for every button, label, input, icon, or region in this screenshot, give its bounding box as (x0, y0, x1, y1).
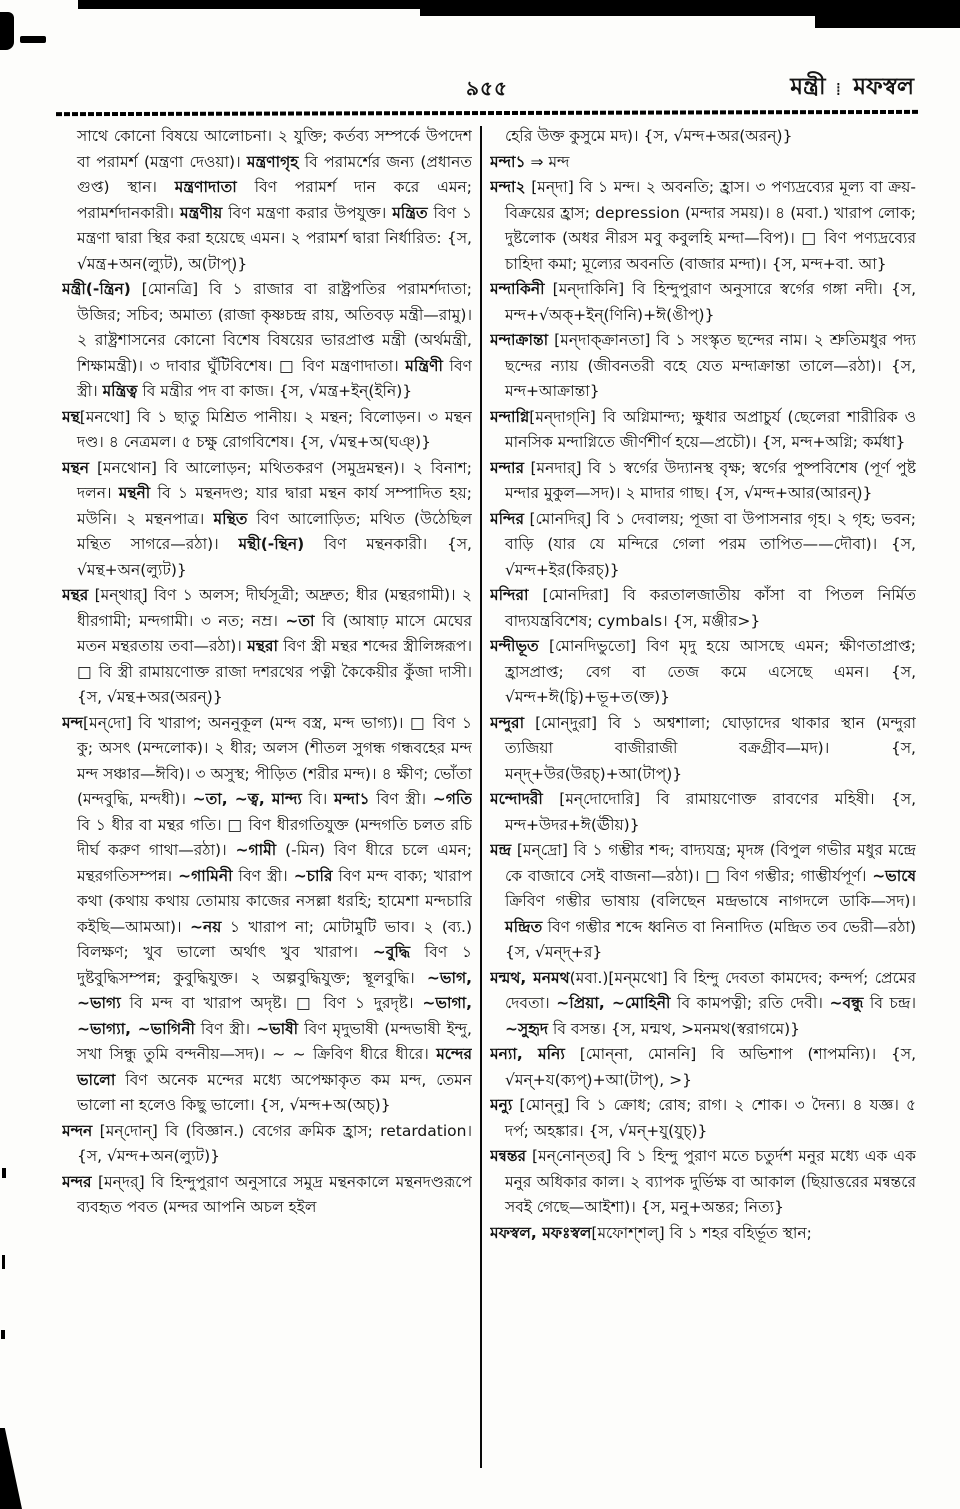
running-head-separator: ⁞ (835, 79, 844, 100)
headword: মন্দর (62, 1172, 92, 1191)
entry-text: বিণ মন্ত্রণা করার উপযুক্ত। (222, 203, 393, 222)
headword: মন্যু (490, 1096, 513, 1114)
headword: মন্দাক্রান্তা (490, 331, 549, 349)
entry-text: বিণ ১ মন্ত্রণা দ্বারা স্থির করা হয়েছে এমন। ২ পরামর্শ দ্বারা নির্ধারিত: {স, √মন্ত্র+অন(ল্যুট), অ(টাপ্)} (77, 203, 472, 273)
scan-artifact-left-dash (20, 36, 46, 43)
dictionary-entry (490, 507, 916, 584)
dictionary-entry (490, 405, 916, 456)
dictionary-entry (490, 456, 916, 507)
scan-speck (2, 1255, 5, 1269)
left-column (62, 124, 472, 1501)
entry-text: [মফোশ্‌শল্] বি ১ শহর বহির্ভূত স্থান; (591, 1223, 812, 1242)
scan-artifact-bottom-left-blob (0, 1428, 22, 1509)
entry-text: ১ খারাপ না; মোটামুটি ভাব। ২ (ব্য.) বিলক্ষণ; খুব ভালো অর্থাৎ খুব খারাপ। (77, 917, 472, 961)
entry-text: [মন্‌দো] বি খারাপ; অননুকূল (মন্দ বস্ত্র, মন্দ ভাগ্য)। □ বিণ ১ কু; অসৎ (মন্দলোক)। ২ ধীর; অলস (শীতল সুগন্ধ গন্ধবহের মন্দ মন্দ সঞ্চার—ঈবি)। ৩ অসুস্থ; পীড়িত (শরীর মন্দ)। ৪ ক্ষীণ; ভোঁতা (মন্দবুদ্ধি, মন্দধী)। (77, 713, 472, 808)
entry-continuation (490, 124, 916, 150)
headword: মন্থিত (213, 509, 248, 528)
entry-text: [মনথোন] বি আলোড়ন; মথিতকরণ (সমুদ্রমন্থন)। ২ বিনাশ; দলন। (77, 458, 472, 502)
scan-artifact-top-right (815, 12, 960, 28)
headword: ~ভাষে (872, 866, 916, 885)
dictionary-entry (62, 456, 472, 584)
headword: মন্থর (62, 586, 89, 604)
headword: মন্বন্তর (490, 1147, 527, 1165)
dictionary-entry (62, 583, 472, 711)
headword: ~তা, ~ত্ব, মান্দ্য (192, 790, 302, 808)
entry-text: বি। (301, 790, 334, 808)
headword: ~গামিনী (178, 866, 233, 885)
headword: ~গতি (432, 790, 472, 808)
headword: মন্দীভূত (490, 637, 539, 655)
headword: মন্দাগ্নি (490, 407, 530, 426)
entry-text: বিণ স্ত্রী। (369, 790, 433, 808)
entry-text: [মন্‌দাকিনি] বি হিন্দুপুরাণ অনুসারে স্বর্গের গঙ্গা নদী। {স, মন্দ+√অক্+ইন্(ণিনি)+ঈ(ঙীপ্)} (505, 280, 916, 324)
dictionary-entry (490, 150, 916, 176)
entry-text: বি চন্দ্র। (863, 994, 916, 1012)
entry-text: [মোনদিভুতো] বিণ মৃদু হয়ে আসছে এমন; ক্ষীণতাপ্রাপ্ত; হ্রাসপ্রাপ্ত; বেগ বা তেজ কমে এসেছে এমন। {স, √মন্দ+ঈ(চ্বি)+ভূ+ত(ক্ত)} (505, 637, 916, 706)
headword: মন্দের ভালো (77, 1045, 472, 1089)
dictionary-entry (490, 1144, 916, 1221)
entry-text: [মন্‌দ্রো] বি ১ গম্ভীর শব্দ; বাদ্যযন্ত্র; মৃদঙ্গ (বিপুল গভীর মধুর মন্দ্রে কে বাজাবে সেই বাজনা—রঠা)। □ বিণ গম্ভীর; গাম্ভীর্যপূর্ণ। (505, 841, 916, 885)
headword: মন্ত্রণীয় (180, 203, 223, 222)
entry-text: [মনদার্] বি ১ স্বর্গের উদ্যানস্থ বৃক্ষ; স্বর্গের পুষ্পবিশেষ (পূর্ণ পুষ্ট মন্দার মুকুল—সদ)। ২ মাদার গাছ। {স, √মন্দ+আর(আরন্)} (505, 458, 916, 502)
dictionary-entry (62, 1119, 472, 1170)
entry-text: বি (আষাঢ় মাসে মেঘের মতন মন্থরতায় তবা—রঠা)। (77, 611, 472, 655)
entry-text: [মন্‌থার্] বিণ ১ অলস; দীর্ঘসূত্রী; অদ্রুত; ধীর (মন্থরগামী)। ২ ধীরগামী; মন্দগামী। ৩ নত; নম্র। (77, 586, 472, 630)
headword: মন্দন (62, 1121, 93, 1140)
entry-text: বিণ মৃদুভাষী (মন্দভাষী ইন্দু, সখা সিন্ধু তুমি বন্দনীয়—সদ)। ~ ~ ক্রিবিণ ধীরে ধীরে। (77, 1019, 472, 1063)
headword: মন্দির (490, 509, 525, 528)
headword: মন্ত্রিণী (405, 356, 443, 375)
headword: মন্থনী (118, 484, 151, 502)
headword: মন্ত্রণাগৃহ (246, 152, 299, 171)
entry-text: [মন্‌দর্] বি হিন্দুপুরাণ অনুসারে সমুদ্র মন্থনকালে মন্থনদণ্ডরূপে ব্যবহৃত পবত (মন্দর আপনি অচল হইল (77, 1172, 472, 1216)
headword: ~ভাষী (256, 1019, 299, 1038)
entry-text: বিণ স্ত্রী মন্থর শব্দের স্ত্রীলিঙ্গরূপ। □ বি স্ত্রী রামায়ণোক্ত রাজা দশরথের পত্নী কৈকেয়ীর কুঁজা দাসী। {স, √মন্থ+অর(অরন্)} (77, 637, 472, 706)
headword: ~তা (285, 611, 315, 630)
dictionary-entry (62, 405, 472, 456)
headword: ~সুহৃদ (505, 1019, 548, 1038)
dictionary-entry (490, 1221, 916, 1247)
entry-text: বিণ মন্দ বাক্য; খারাপ কথা (কথায় কথায় তোমায় কাজের নসল্লা ধরহি; হামেশা মন্দচারি কইছি—আমআ)। (77, 866, 472, 936)
headword: মন্দা১ (490, 152, 526, 171)
dictionary-entry (490, 328, 916, 405)
entry-text: [মোন্‌না, মোননি] বি অভিশাপ (শাপমন্যি)। {স, √মন্+য(ক্যপ্)+আ(টাপ্), >} (505, 1045, 916, 1089)
entry-text: বিণ স্ত্রী। (194, 1019, 257, 1038)
header-rule (56, 110, 918, 116)
entry-text: বি পরামর্শের জন্য (প্রধানত গুপ্ত) স্থান। (77, 152, 472, 196)
entry-text: [মন্‌দাগ্‌নি] বি অগ্নিমান্দ্য; ক্ষুধার অপ্রাচুর্য (ছেলেরা শারীরিক ও মানসিক মন্দাগ্নিতে জীর্ণশীর্ণ হয়ে—প্রচৌ)। {স, মন্দ+অগ্নি; কর্মধা} (505, 407, 916, 451)
headword: মন্যা, মন্যি (490, 1045, 565, 1063)
entry-text: (মবা.)[মন্‌মথো] বি হিন্দু দেবতা কামদেব; কন্দর্প; প্রেমের দেবতা। (505, 968, 916, 1012)
entry-text: বিণ স্ত্রী। (232, 866, 294, 885)
entry-text: হেরি উক্ত কুসুমে মদ)। {স, √মন্দ+অর(অরন্)} (505, 127, 793, 145)
entry-text: বিণ স্ত্রী। (77, 356, 472, 400)
headword: মন্দার (490, 458, 525, 477)
headword: ~বন্ধু (829, 994, 864, 1012)
dictionary-entry (490, 1042, 916, 1093)
text-columns (62, 124, 916, 1501)
entry-text: বিণ পরামর্শ দান করে এমন; পরামর্শদানকারী। (77, 178, 472, 222)
entry-text: ক্রিবিণ গম্ভীর ভাষায় (বলিছেন মন্দ্রভাষে নাগদলে ডাকি—সদ)। (505, 892, 916, 910)
dictionary-entry (490, 711, 916, 788)
headword: মন্ত্রিত (392, 203, 428, 222)
column-divider (480, 126, 482, 1468)
dictionary-entry (490, 787, 916, 838)
headword: ~বুদ্ধি (372, 943, 411, 961)
headword: ~প্রিয়া, ~মোহিনী (556, 994, 671, 1012)
headword: মন্ত্রিত্ব (102, 382, 138, 400)
headword: মন্মথ, মনমথ (490, 968, 570, 987)
dictionary-entry (62, 277, 472, 405)
entry-text: সাথে কোনো বিষয়ে আলোচনা। ২ যুক্তি; কর্তব্য সম্পর্কে উপদেশ বা পরামর্শ (মন্ত্রণা দেওয়া)। (77, 127, 472, 171)
page-header (60, 68, 914, 106)
dictionary-entry (490, 634, 916, 711)
entry-text: (-মিন) বিণ ধীরে চলে এমন; মন্থরগতিসম্পন্ন। (77, 841, 472, 885)
entry-text: বি মন্দ বা খারাপ অদৃষ্ট। □ বিণ ১ দুরদৃষ্ট। (120, 994, 423, 1012)
headword: ~ভাগা, ~ভাগ্যা, ~ভাগিনী (77, 994, 472, 1038)
dictionary-entry (490, 966, 916, 1043)
headword: মন্দা১ (333, 790, 370, 808)
headword: মন্ত্রী(-ন্ত্রিন) (62, 280, 131, 298)
headword: মন্থরা (247, 637, 278, 655)
running-head-first-word: মন্ত্রী (790, 74, 826, 100)
entry-text: বিণ গম্ভীর শব্দে ধ্বনিত বা নিনাদিত (মন্দ্রিত তব ভেরী—রঠা) {স, √মন্দ্+র} (505, 917, 916, 961)
dictionary-entry (490, 1093, 916, 1144)
scan-speck (1, 1330, 5, 1339)
entry-text: ⇒ মন্দ (525, 152, 570, 171)
entry-text: [মোনদিরা] বি করতালজাতীয় কাঁসা বা পিতল নির্মিত বাদ্যযন্ত্রবিশেষ; cymbals। {স, মঞ্জীর>} (505, 586, 916, 630)
entry-text: [মোন্‌নু] বি ১ ক্রোধ; রোষ; রাগ। ২ শোক। ৩ দৈন্য। ৪ যজ্ঞ। ৫ দর্প; অহঙ্কার। {স, √মন্+যু(যুচ্)} (505, 1096, 916, 1140)
page-number: ৯৫৫ (466, 76, 508, 100)
headword: ~চারি (293, 866, 333, 885)
entry-text: [মোনত্রি] বি ১ রাজার বা রাষ্ট্রপতির পরামর্শদাতা; উজির; সচিব; অমাত্য (রাজা কৃষ্ণচন্দ্র রায়, অতিবড় মন্ত্রী—রামু)। ২ রাষ্ট্রশাসনের কোনো বিশেষ বিষয়ের ভারপ্রাপ্ত মন্ত্রী (অর্থমন্ত্রী, শিক্ষামন্ত্রী)। ৩ দাবার ঘুঁটিবিশেষ। □ বিণ মন্ত্রণাদাতা। (77, 280, 472, 375)
headword: মন্থ (62, 407, 80, 426)
entry-text: বি বসন্ত। {স, মন্মথ, >মনমথ(স্বরাগমে)} (547, 1019, 800, 1038)
entry-text: বিণ মন্থনকারী। {স, √মন্থ+অন(ল্যুট)} (77, 535, 472, 579)
headword: মন্দা২ (490, 178, 526, 196)
entry-text: [মন্‌দাক্‌ক্রানতা] বি ১ সংস্কৃত ছন্দের নাম। ২ শ্রুতিমধুর পদ্য ছন্দের ন্যায় (জীবনতরী বহে যেত মন্দাক্রান্তা তালে—রঠা)। {স, মন্দ+আক্রান্তা} (505, 331, 916, 400)
running-head-last-word: মফস্বল (853, 74, 914, 100)
dictionary-entry (490, 175, 916, 277)
headword: মন্ত্রণাদাতা (174, 178, 237, 196)
dictionary-entry (62, 1170, 472, 1221)
scan-artifact-top-left-blob (0, 12, 14, 50)
entry-text: বি ১ ধীর বা মন্থর গতি। □ বিণ ধীরগতিযুক্ত (মন্দগতি চলত রচি দীর্ঘ করুণ গাথা—রঠা)। (77, 815, 472, 859)
headword: ~গামী (235, 841, 277, 859)
entry-text: বি কামপত্নী; রতি দেবী। (670, 994, 830, 1012)
scan-speck (2, 1168, 6, 1178)
entry-text: বিণ অনেক মন্দের মধ্যে অপেক্ষাকৃত কম মন্দ, তেমন ভালো না হলেও কিছু ভালো। {স, √মন্দ+অ(অচ্)} (77, 1070, 472, 1114)
entry-text: [মন্‌দা] বি ১ মন্দ। ২ অবনতি; হ্রাস। ৩ পণ্যদ্রব্যের মূল্য বা ক্রয়-বিক্রয়ের হ্রাস; depression (মন্দার সময়)। ৪ (মবা.) খারাপ লোক; দুষ্টলোক (অধর নীরস মবু কবুলহি মন্দা—বিপ)। □ বিণ পণ্যদ্রব্যের চাহিদা কমা; মূল্যের অবনতি (বাজার মন্দা)। {স, মন্দ+বা. আ} (505, 178, 916, 273)
entry-text: বিণ আলোড়িত; মথিত (উঠেছিল মন্থিত সাগরে—রঠা)। (77, 509, 472, 553)
dictionary-entry (490, 838, 916, 966)
entry-text: বি ১ মন্থনদণ্ড; যার দ্বারা মন্থন কার্য সম্পাদিত হয়; মউনি। ২ মন্থনপাত্র। (77, 484, 472, 528)
headword: মন্দাকিনী (490, 280, 545, 298)
entry-text: [মোন্‌দুরা] বি ১ অশ্বশালা; ঘোড়াদের থাকার স্থান (মন্দুরা ত্যজিয়া বাজীরাজী বক্রগ্রীব—মদ)। {স, মন্দ্+উর(উরচ্)+আ(টাপ্)} (505, 713, 916, 783)
entry-text: [মনথো] বি ১ ছাতু মিশ্রিত পানীয়। ২ মন্থন; বিলোড়ন। ৩ মন্থন দণ্ড। ৪ নেত্রমল। ৫ চক্ষু রোগবিশেষ। {স, √মন্থ+অ(ঘঞ্)} (77, 407, 472, 451)
entry-text: [মন্‌দোন্] বি (বিজ্ঞান.) বেগের ক্রমিক হ্রাস; retardation। {স, √মন্দ+অন(ল্যুট)} (77, 1121, 472, 1165)
running-head (790, 68, 914, 107)
headword: ~নয় (190, 917, 222, 936)
entry-text: [মন্‌নোন্‌তর্] বি ১ হিন্দু পুরাণ মতে চতুর্দশ মনুর মধ্যে এক এক মনুর অধিকার কাল। ২ ব্যাপক দুর্ভিক্ষ বা আকাল (ছিয়াত্তরের মন্বন্তরে সবই গেছে—আইশা)। {স, মনু+অন্তর; নিত্য} (505, 1147, 916, 1216)
dictionary-entry (490, 277, 916, 328)
headword: মন্দিরা (490, 586, 529, 604)
headword: মন্দ্র (490, 841, 512, 859)
entry-text: [মোনদির্] বি ১ দেবালয়; পূজা বা উপাসনার গৃহ। ২ গৃহ; ভবন; বাড়ি (যার যে মন্দিরে গেলা পরম তাপিত——দৌবা)। {স, √মন্দ+ইর(কিরচ্)} (505, 509, 916, 579)
entry-text: [মন্‌দোদোরি] বি রামায়ণোক্ত রাবণের মহিষী। {স, মন্দ+উদর+ঈ(ঊীয়)} (505, 790, 916, 834)
headword: মন্থী(-ন্থিন) (238, 535, 305, 553)
entry-text: বিণ ১ দুষ্টবুদ্ধিসম্পন্ন; কুবুদ্ধিযুক্ত। ২ অল্পবুদ্ধিযুক্ত; স্থূলবুদ্ধি। (77, 943, 472, 987)
dictionary-entry (490, 583, 916, 634)
headword: মন্থন (62, 458, 90, 477)
entry-text: বি মন্ত্রীর পদ বা কাজ। {স, √মন্ত্র+ইন্(ইনি)} (137, 382, 413, 400)
headword: মন্দ (62, 713, 84, 732)
entry-continuation (62, 124, 472, 277)
right-column (490, 124, 916, 1501)
headword: মন্দুরা (490, 713, 525, 732)
headword: মফস্বল, মফঃস্বল (490, 1223, 592, 1242)
headword: ~ভাগ, ~ভাগ্য (77, 968, 472, 1012)
headword: মন্দ্রিত (505, 917, 543, 936)
dictionary-entry (62, 711, 472, 1119)
headword: মন্দোদরী (490, 790, 543, 808)
